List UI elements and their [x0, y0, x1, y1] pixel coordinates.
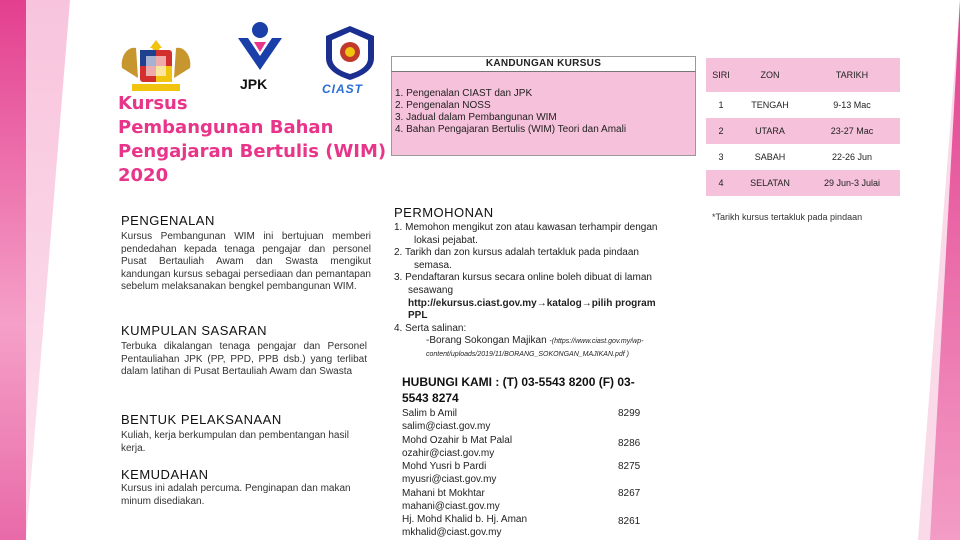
cell-siri: 3 — [718, 152, 724, 162]
contact-email[interactable]: salim@ciast.gov.my — [402, 421, 491, 432]
list-item — [402, 407, 662, 434]
title-line-4: 2020 — [118, 165, 169, 186]
contact-name: Hj. Mohd Khalid b. Hj. Aman — [402, 514, 528, 525]
cell-tarikh: 9-13 Mac — [833, 100, 871, 110]
right-decor-band — [930, 0, 960, 540]
bentuk-body: Kuliah, kerja berkumpulan dan pembentangan hasil kerja. — [121, 430, 349, 454]
pengenalan-body: Kursus Pembangunan WIM ini bertujuan memberi pendedahan kepada tenaga pengajar dan personel Pusat Bertauliah Awam dan Swasta mengikut kandungan kursus sebagai persediaan dan pemantapan sebelum melaksanakan bengkel pembangunan WIM. — [121, 231, 371, 292]
ciast-logo — [320, 24, 380, 96]
permohonan-item-1: 1. Memohon mengikut zon atau kawasan terhampir dengan — [394, 222, 658, 233]
contact-ext: 8286 — [618, 437, 641, 449]
contact-email[interactable]: ozahir@ciast.gov.my — [402, 447, 495, 459]
contact-email[interactable]: myusri@ciast.gov.my — [402, 474, 497, 485]
permohonan-item-1-cont: lokasi pejabat. — [414, 234, 478, 246]
contact-email[interactable]: mahani@ciast.gov.my — [402, 500, 500, 512]
borang-url-cont[interactable]: content/uploads/2019/11/BORANG_SOKONGAN_MAJIKAN.pdf ) — [426, 350, 629, 358]
list-item — [402, 460, 662, 487]
cell-zon: UTARA — [755, 126, 785, 136]
contact-ext: 8267 — [618, 487, 641, 499]
cell-siri: 2 — [718, 126, 724, 136]
title-line-2: Pembangunan Bahan — [118, 117, 334, 138]
contact-name: Salim b Amil — [402, 408, 458, 419]
cell-zon: SABAH — [754, 152, 786, 162]
permohonan-item-2-cont: semasa. — [414, 259, 452, 271]
header-tarikh: TARIKH — [835, 70, 869, 80]
kandungan-item: 2. Pengenalan NOSS — [395, 100, 491, 111]
title-line-3: Pengajaran Bertulis (WIM) — [118, 141, 387, 162]
course-title — [118, 92, 387, 188]
contact-list — [402, 407, 662, 540]
cell-tarikh: 22-26 Jun — [831, 152, 872, 162]
header-siri: SIRI — [712, 70, 730, 80]
list-item — [402, 434, 662, 461]
kandungan-item: 1. Pengenalan CIAST dan JPK — [395, 88, 533, 99]
cell-zon: SELATAN — [750, 178, 790, 188]
jpk-label: JPK — [240, 76, 268, 92]
jpk-logo — [232, 18, 288, 94]
contact-name: Mahani bt Mokhtar — [402, 487, 485, 499]
permohonan-item-3: 3. Pendaftaran kursus secara online boleh dibuat di laman — [394, 272, 652, 284]
malaysia-coat-of-arms-icon — [118, 38, 194, 94]
hubungi-heading-line-2: 5543 8274 — [402, 391, 459, 405]
kumpulan-heading: KUMPULAN SASARAN — [121, 323, 267, 338]
borang-url[interactable]: -(https://www.ciast.gov.my/wp- — [549, 338, 644, 346]
contact-ext: 8275 — [618, 461, 641, 472]
cell-tarikh: 23-27 Mac — [830, 126, 874, 136]
borang-sokongan-label: -Borang Sokongan Majikan — [426, 335, 547, 347]
table-header-row — [706, 58, 900, 92]
contact-ext: 8299 — [618, 408, 641, 419]
permohonan-item-3-cont: sesawang — [408, 284, 454, 296]
kandungan-heading: KANDUNGAN KURSUS — [391, 56, 696, 72]
cell-siri: 1 — [718, 100, 724, 110]
cell-tarikh: 29 Jun-3 Julai — [823, 178, 881, 188]
contact-email[interactable]: mkhalid@ciast.gov.my — [402, 527, 502, 538]
title-line-1: Kursus — [118, 93, 188, 114]
pengenalan-heading: PENGENALAN — [121, 213, 215, 228]
kandungan-item: 4. Bahan Pengajaran Bertulis (WIM) Teori dan Amali — [395, 124, 627, 135]
ekursus-link-cont[interactable]: PPL — [408, 310, 428, 322]
kumpulan-body: Terbuka dikalangan tenaga pengajar dan Personel Pentauliahan JPK (PP, PPD, PPB dsb.) yang terlibat dalam latihan di Pusat Bertauliah Awam dan Swasta — [121, 341, 367, 377]
header-zon: ZON — [760, 70, 780, 80]
cell-siri: 4 — [718, 178, 724, 188]
permohonan-list — [394, 222, 694, 362]
ciast-label: CIAST — [322, 82, 363, 96]
permohonan-item-4: 4. Serta salinan: — [394, 322, 467, 334]
permohonan-heading: PERMOHONAN — [394, 205, 494, 220]
contact-ext: 8261 — [618, 516, 641, 527]
kandungan-item: 3. Jadual dalam Pembangunan WIM — [395, 112, 557, 123]
left-decor-band-light — [26, 0, 70, 540]
bentuk-heading: BENTUK PELAKSANAAN — [121, 412, 282, 427]
list-item — [402, 487, 662, 514]
table-row — [706, 118, 900, 144]
list-item — [402, 513, 662, 540]
zone-schedule-table — [706, 58, 900, 196]
kemudahan-heading: KEMUDAHAN — [121, 467, 209, 482]
hubungi-heading-line-1: HUBUNGI KAMI : (T) 03-5543 8200 (F) 03- — [402, 375, 635, 389]
kemudahan-body: Kursus ini adalah percuma. Penginapan dan makan minum disediakan. — [121, 483, 351, 507]
kandungan-list — [395, 88, 690, 136]
table-row — [706, 92, 900, 118]
hubungi-heading — [402, 374, 702, 406]
ekursus-link[interactable]: http://ekursus.ciast.gov.my→katalog→pilih program — [408, 297, 656, 309]
left-decor-band — [0, 0, 26, 540]
table-row — [706, 170, 900, 196]
permohonan-item-2: 2. Tarikh dan zon kursus adalah tertakluk pada pindaan — [394, 247, 639, 259]
cell-zon: TENGAH — [751, 100, 789, 110]
contact-name: Mohd Yusri b Pardi — [402, 461, 487, 472]
contact-name: Mohd Ozahir b Mat Palal — [402, 434, 513, 446]
table-row — [706, 144, 900, 170]
schedule-note: *Tarikh kursus tertakluk pada pindaan — [712, 212, 863, 222]
